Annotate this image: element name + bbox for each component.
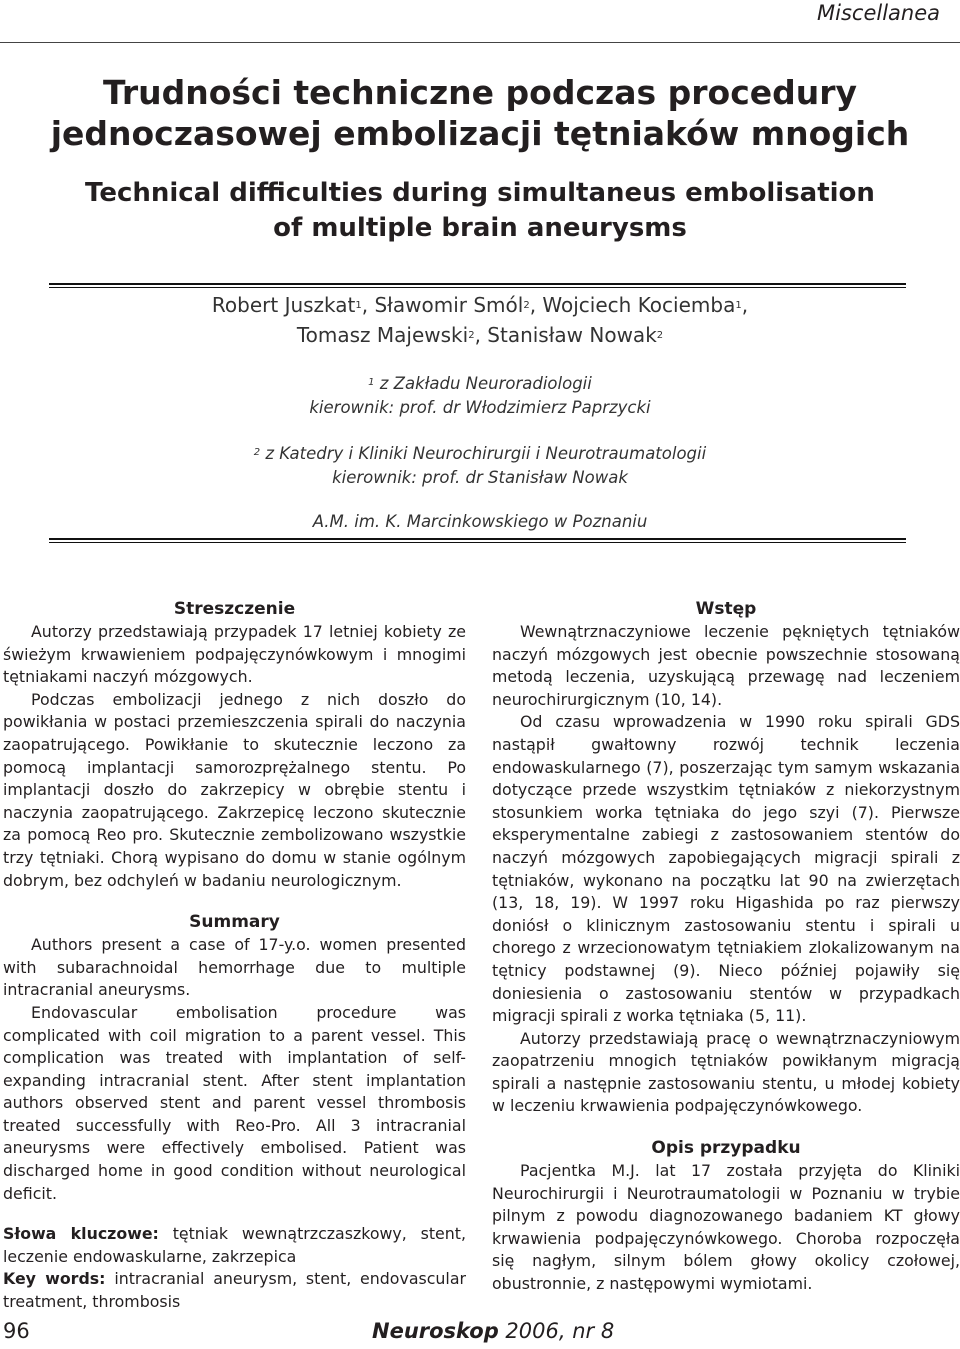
rule-below-affiliations [49, 538, 906, 543]
affiliation-unit [40, 442, 920, 466]
affiliation-number: 2 [253, 447, 261, 458]
title-polish [40, 72, 920, 154]
abstract-en-paragraph: Endovascular embolisation procedure was complicated with coil migration to a parent vessel. This complication was treated with implantation of self-expanding intracranial stent. After stent implantation authors observed stent and parent vessel thrombosis treated successfully with Reo-Pro. All 3 intracranial aneurysms were effectively embolised. Patient was discharged home in good condition without neurological deficit. [3, 1002, 466, 1203]
author-affiliation-number: 1 [355, 300, 362, 311]
title-english-line-2: of multiple brain aneurysms [273, 213, 687, 243]
author-name: Tomasz Majewski [296, 323, 469, 347]
author-affiliation-number: 2 [468, 330, 475, 341]
author-name: Sławomir Smól [374, 293, 524, 317]
author-affiliation-number: 2 [523, 300, 530, 311]
spacer [492, 1118, 960, 1136]
author-name: Robert Juszkat [211, 293, 356, 317]
right-column [492, 597, 960, 1296]
intro-paragraph: Od czasu wprowadzenia w 1990 roku spirali GDS nastąpił gwałtowny rozwój technik leczenia endowaskularnego (7), poszerzając tym samym wskazania dotyczące przede wszystkim tętniaków z niekorzystnym stosunkiem worka tętniaka do jego szyi (7). Pierwsze eksperymentalne zabiegi z zastosowaniem stentów do naczyń mózgowych zapobiegających migracji spirali z tętniaków, wykonano na początku lat 90 na zwierzętach (13, 18, 19). W 1997 roku Higashida po raz pierwszy doniósł o klinicznym zastosowaniu stentu i spirali u chorego z wrzecionowatym tętniakiem zlokalizowanym na tętnicy podstawnej (9). Nieco później pojawiły się doniesienia o zastosowaniu stentów w przypadkach migracji spirali z worka tętniaka (5, 11). [492, 712, 960, 1026]
author-affiliation-number: 1 [735, 300, 742, 311]
keywords-polish [3, 1223, 466, 1268]
keywords-polish-text: tętniak wewnątrzczaszkowy, stent, leczenie endowaskularne, zakrzepica [3, 1224, 466, 1266]
keywords-polish-label: Słowa kluczowe: [3, 1224, 159, 1244]
affiliation-head: kierownik: prof. dr Stanisław Nowak [332, 468, 628, 487]
journal-issue: 2006, nr 8 [505, 1319, 615, 1343]
abstract-pl-paragraph: Autorzy przedstawiają przypadek 17 letniej kobiety ze świeżym krwawieniem podpajęczynówkowym i mnogimi tętniakami naczyń mózgowych. [3, 622, 466, 687]
author-name: Wojciech Kociemba [542, 293, 736, 317]
keywords-english-text: intracranial aneurysm, stent, endovascular treatment, thrombosis [3, 1269, 466, 1312]
abstract-en-heading: Summary [189, 912, 280, 933]
affiliation-2 [40, 442, 920, 490]
keywords-english [3, 1268, 466, 1313]
university: A.M. im. K. Marcinkowskiego w Poznaniu [312, 512, 648, 531]
author-separator: , [529, 293, 543, 317]
affiliation-1 [40, 372, 920, 420]
author-affiliation-number: 2 [656, 330, 664, 341]
intro-heading: Wstęp [695, 599, 757, 619]
spacer [3, 1205, 466, 1223]
keywords-english-label: Key words: [3, 1269, 106, 1289]
author-separator: , [741, 293, 749, 317]
case-paragraph: Pacjentka M.J. lat 17 została przyjęta do Kliniki Neurochirurgii i Neurotraumatologii w Poznaniu w trybie pilnym z powodu diagnozowanego badaniem KT głowy krwawienia podpajęczynówkowego. Choroba rozpoczęła się nagłym, silnym bólem głowy okolicy czołowej, obustronnie, z następowymi wymiotami. [492, 1161, 960, 1294]
title-polish-line-1: Trudności techniczne podczas procedury [102, 73, 858, 112]
affiliation-head: kierownik: prof. dr Włodzimierz Paprzycki [309, 398, 651, 417]
abstract-en-paragraph: Authors present a case of 17-y.o. women presented with subarachnoidal hemorrhage due to multiple intracranial aneurysms. [3, 935, 466, 1000]
abstract-pl-paragraph: Podczas embolizacji jednego z nich doszło do powikłania w postaci przemieszczenia spirali do naczynia zaopatrującego. Powikłanie to skutecznie leczono za pomocą implantacji samorozprężalnego stentu. Po implantacji doszło do zakrzepicy w obrębie stentu i naczynia zaopatrującego. Zakrzepicę leczono skutecznie za pomocą Reo pro. Skutecznie zembolizowano wszystkie trzy tętniaki. Chorą wypisano do domu w stanie ogólnym dobrym, bez odchyleń w badaniu neurologicznym. [3, 689, 466, 890]
affiliation-unit-text: z Zakładu Neuroradiologii [379, 374, 592, 393]
page-number: 96 [3, 1319, 30, 1343]
affiliation-number: 1 [368, 377, 375, 388]
affiliation-unit-text: z Katedry i Kliniki Neurochirurgii i Neurotraumatologii [265, 444, 707, 463]
section-label: Miscellanea [817, 1, 940, 25]
journal-footer [372, 1318, 614, 1344]
intro-paragraph: Wewnątrznaczyniowe leczenie pękniętych tętniaków naczyń mózgowych jest obecnie powszechnie stosowaną metodą leczenia, uzyskującą przewagę nad leczeniem neurochirurgicznym (10, 14). [492, 622, 960, 709]
journal-name: Neuroskop [372, 1319, 499, 1343]
author-name: Stanisław Nowak [487, 323, 657, 347]
affiliation-unit [40, 372, 920, 396]
title-polish-line-2: jednoczasowej embolizacji tętniaków mnogich [50, 114, 910, 153]
intro-paragraph: Autorzy przedstawiają pracę o wewnątrznaczyniowym zaopatrzeniu mnogich tętniaków powikłanym migracją spirali a następnie zastosowaniu stentu, u młodej kobiety w leczeniu krwawienia podpajęczynówkowego. [492, 1028, 960, 1116]
authors-line-2 [40, 320, 920, 350]
rule-above-authors [49, 283, 906, 288]
authors-line-1 [40, 290, 920, 320]
author-separator: , [474, 323, 488, 347]
title-english [40, 176, 920, 246]
authors [40, 290, 920, 350]
top-rule [0, 42, 960, 43]
abstract-pl-heading: Streszczenie [173, 599, 296, 619]
case-heading: Opis przypadku [651, 1138, 801, 1159]
author-separator: , [361, 293, 375, 317]
left-column [3, 597, 466, 1314]
title-english-line-1: Technical difficulties during simultaneus embolisation [85, 178, 875, 208]
spacer [3, 892, 466, 910]
